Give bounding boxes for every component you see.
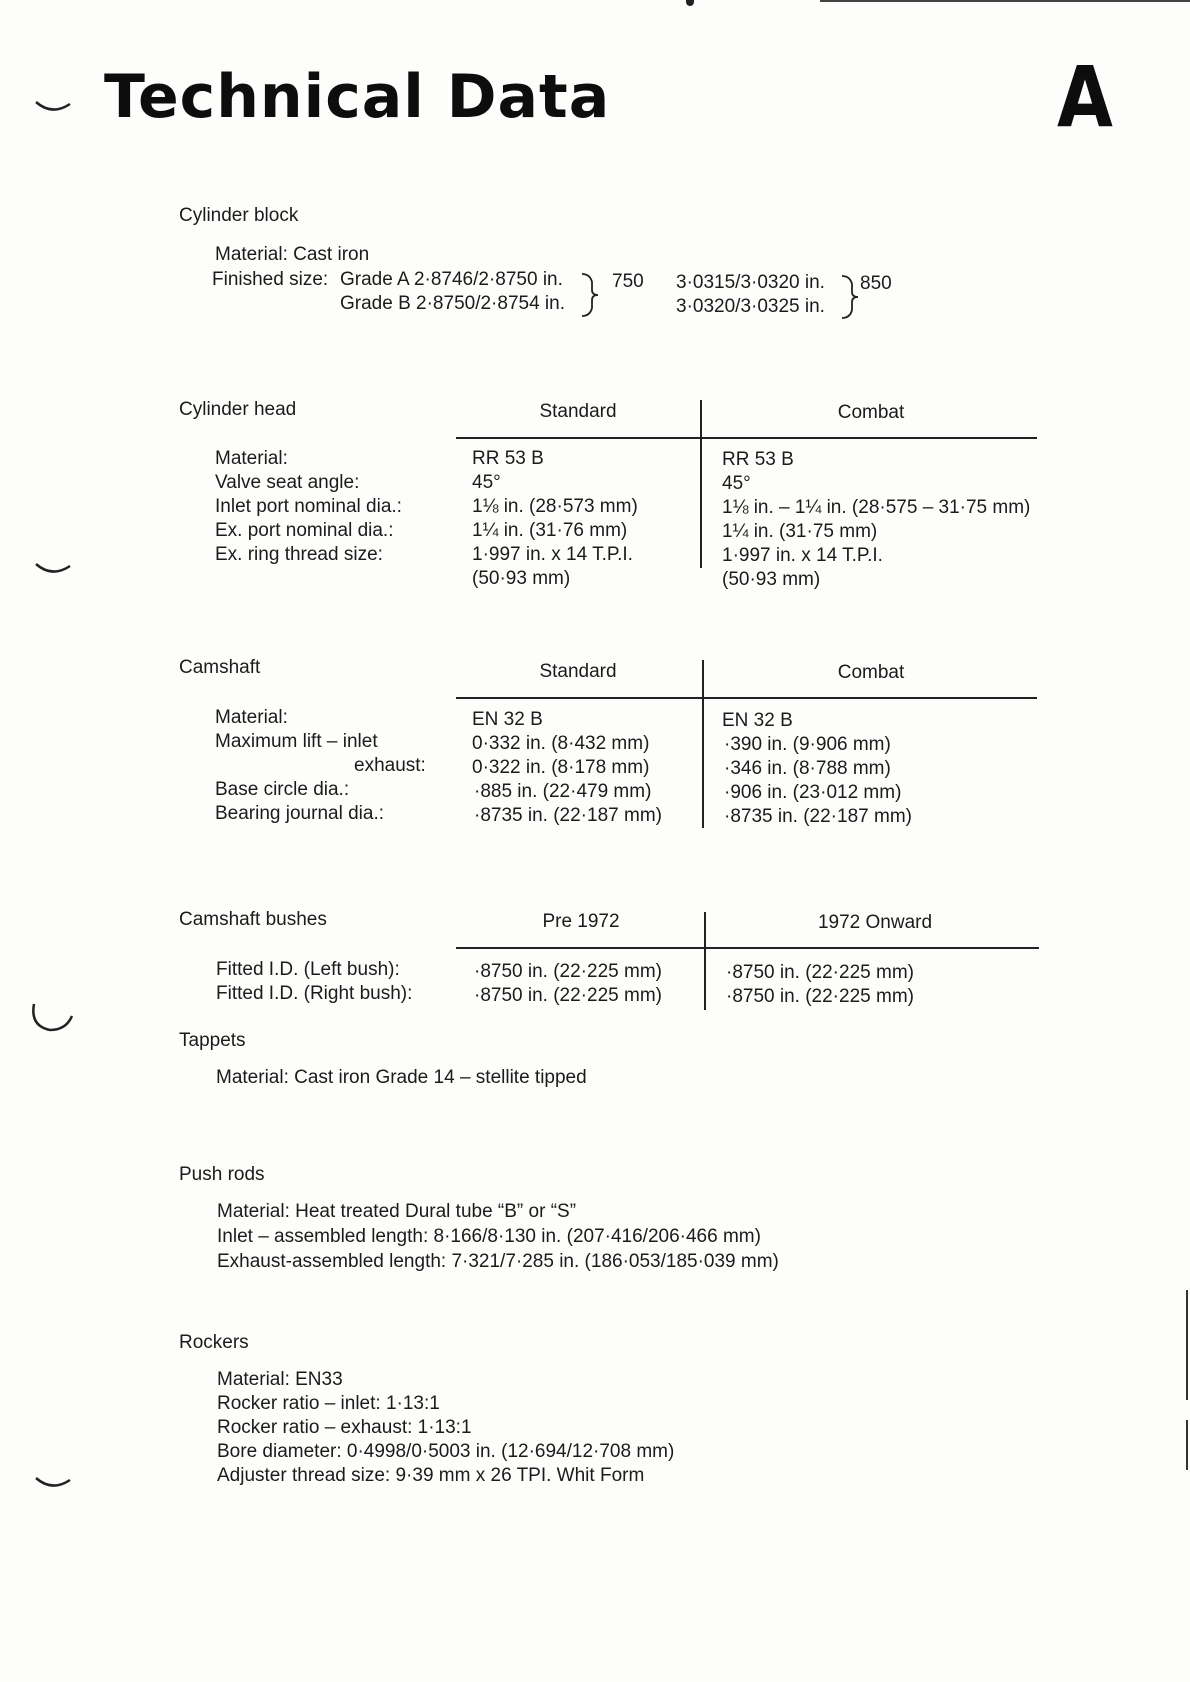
cylinder-head-standard-value: 1⅛ in. (28·573 mm)	[472, 496, 638, 517]
right-edge-mark	[1186, 1290, 1188, 1400]
grade-b-750: Grade B 2·8750/2·8754 in.	[340, 293, 565, 314]
camshaft-label: exhaust:	[354, 755, 426, 776]
brace-750	[580, 270, 602, 320]
top-edge-line	[820, 0, 1190, 2]
top-speck	[686, 0, 694, 6]
cylinder-head-combat-value: 1¼ in. (31·75 mm)	[722, 521, 878, 542]
right-edge-mark-2	[1186, 1420, 1188, 1470]
binder-mark-4	[34, 1474, 74, 1494]
rockers-line: Rocker ratio – inlet: 1·13:1	[217, 1393, 440, 1414]
cylinder-block-heading: Cylinder block	[179, 205, 299, 226]
label-750: 750	[612, 271, 644, 292]
camshaft-label: Maximum lift – inlet	[215, 731, 378, 752]
tappets-material: Material: Cast iron Grade 14 – stellite tipped	[216, 1067, 587, 1088]
camshaft-standard-value: 0·332 in. (8·432 mm)	[472, 733, 650, 754]
camshaft-combat-value: ·390 in. (9·906 mm)	[724, 734, 891, 755]
push-rods-line: Exhaust-assembled length: 7·321/7·285 in. (186·053/185·039 mm)	[217, 1251, 779, 1272]
camshaft-combat-value: EN 32 B	[722, 710, 793, 731]
camshaft-bushes-onward-value: ·8750 in. (22·225 mm)	[726, 986, 914, 1007]
camshaft-label: Bearing journal dia.:	[215, 803, 384, 824]
camshaft-bushes-divider	[704, 912, 706, 1010]
finished-size-label: Finished size:	[212, 269, 329, 290]
cylinder-head-rule	[456, 437, 1037, 439]
camshaft-bushes-pre-value: ·8750 in. (22·225 mm)	[474, 961, 662, 982]
camshaft-bushes-pre-value: ·8750 in. (22·225 mm)	[474, 985, 662, 1006]
rockers-line: Bore diameter: 0·4998/0·5003 in. (12·694/12·708 mm)	[217, 1441, 675, 1462]
camshaft-standard-value: 0·322 in. (8·178 mm)	[472, 757, 650, 778]
push-rods-line: Material: Heat treated Dural tube “B” or “S”	[217, 1201, 577, 1222]
cylinder-head-combat-value: 45°	[722, 473, 751, 494]
camshaft-rule	[456, 697, 1037, 699]
cylinder-head-label: Material:	[215, 448, 288, 469]
cylinder-head-standard-value: RR 53 B	[472, 448, 544, 469]
rockers-heading: Rockers	[179, 1332, 249, 1353]
tappets-heading: Tappets	[179, 1030, 246, 1051]
cylinder-head-standard-value: 1·997 in. x 14 T.P.I.	[472, 544, 633, 565]
camshaft-bushes-onward-value: ·8750 in. (22·225 mm)	[726, 962, 914, 983]
camshaft-label: Material:	[215, 707, 288, 728]
camshaft-bushes-label: Fitted I.D. (Left bush):	[216, 959, 400, 980]
cylinder-head-label: Inlet port nominal dia.:	[215, 496, 402, 517]
grade-a-850: 3·0315/3·0320 in.	[676, 272, 825, 293]
binder-mark-3	[28, 1000, 78, 1036]
camshaft-bushes-label: Fitted I.D. (Right bush):	[216, 983, 413, 1004]
cylinder-head-standard-value: 1¼ in. (31·76 mm)	[472, 520, 628, 541]
camshaft-standard-value: ·885 in. (22·479 mm)	[474, 781, 652, 802]
cylinder-head-standard-value: 45°	[472, 472, 501, 493]
grade-a-750: Grade A 2·8746/2·8750 in.	[340, 269, 563, 290]
rockers-line: Rocker ratio – exhaust: 1·13:1	[217, 1417, 472, 1438]
camshaft-bushes-col-onward: 1972 Onward	[817, 912, 933, 933]
grade-b-850: 3·0320/3·0325 in.	[676, 296, 825, 317]
section-letter: A	[1057, 48, 1113, 146]
cylinder-head-col-standard: Standard	[539, 401, 617, 422]
cylinder-head-combat-value: 1·997 in. x 14 T.P.I.	[722, 545, 883, 566]
cylinder-head-label: Ex. ring thread size:	[215, 544, 383, 565]
cylinder-block-material: Material: Cast iron	[215, 244, 370, 265]
cylinder-head-col-combat: Combat	[837, 402, 905, 423]
cylinder-head-label: Ex. port nominal dia.:	[215, 520, 394, 541]
binder-mark-2	[34, 560, 74, 580]
rockers-line: Adjuster thread size: 9·39 mm x 26 TPI. Whit Form	[217, 1465, 645, 1486]
push-rods-heading: Push rods	[179, 1164, 265, 1185]
camshaft-bushes-heading: Camshaft bushes	[179, 909, 327, 930]
camshaft-heading: Camshaft	[179, 657, 261, 678]
cylinder-head-standard-value: (50·93 mm)	[472, 568, 571, 589]
camshaft-col-standard: Standard	[539, 661, 617, 682]
page-title: Technical Data	[104, 62, 611, 132]
label-850: 850	[860, 273, 892, 294]
camshaft-col-combat: Combat	[837, 662, 905, 683]
cylinder-head-label: Valve seat angle:	[215, 472, 360, 493]
rockers-line: Material: EN33	[217, 1369, 343, 1390]
cylinder-head-divider	[700, 400, 702, 568]
binder-mark-1	[34, 98, 74, 118]
cylinder-head-combat-value: RR 53 B	[722, 449, 794, 470]
cylinder-head-combat-value: 1⅛ in. – 1¼ in. (28·575 – 31·75 mm)	[722, 497, 1031, 518]
camshaft-combat-value: ·346 in. (8·788 mm)	[724, 758, 891, 779]
camshaft-combat-value: ·906 in. (23·012 mm)	[724, 782, 902, 803]
cylinder-head-combat-value: (50·93 mm)	[722, 569, 821, 590]
cylinder-head-heading: Cylinder head	[179, 399, 297, 420]
camshaft-divider	[702, 660, 704, 828]
camshaft-standard-value: EN 32 B	[472, 709, 543, 730]
brace-850	[840, 272, 862, 322]
camshaft-bushes-rule	[456, 947, 1039, 949]
camshaft-standard-value: ·8735 in. (22·187 mm)	[474, 805, 662, 826]
push-rods-line: Inlet – assembled length: 8·166/8·130 in. (207·416/206·466 mm)	[217, 1226, 761, 1247]
camshaft-label: Base circle dia.:	[215, 779, 350, 800]
camshaft-combat-value: ·8735 in. (22·187 mm)	[724, 806, 912, 827]
camshaft-bushes-col-pre: Pre 1972	[542, 911, 620, 932]
